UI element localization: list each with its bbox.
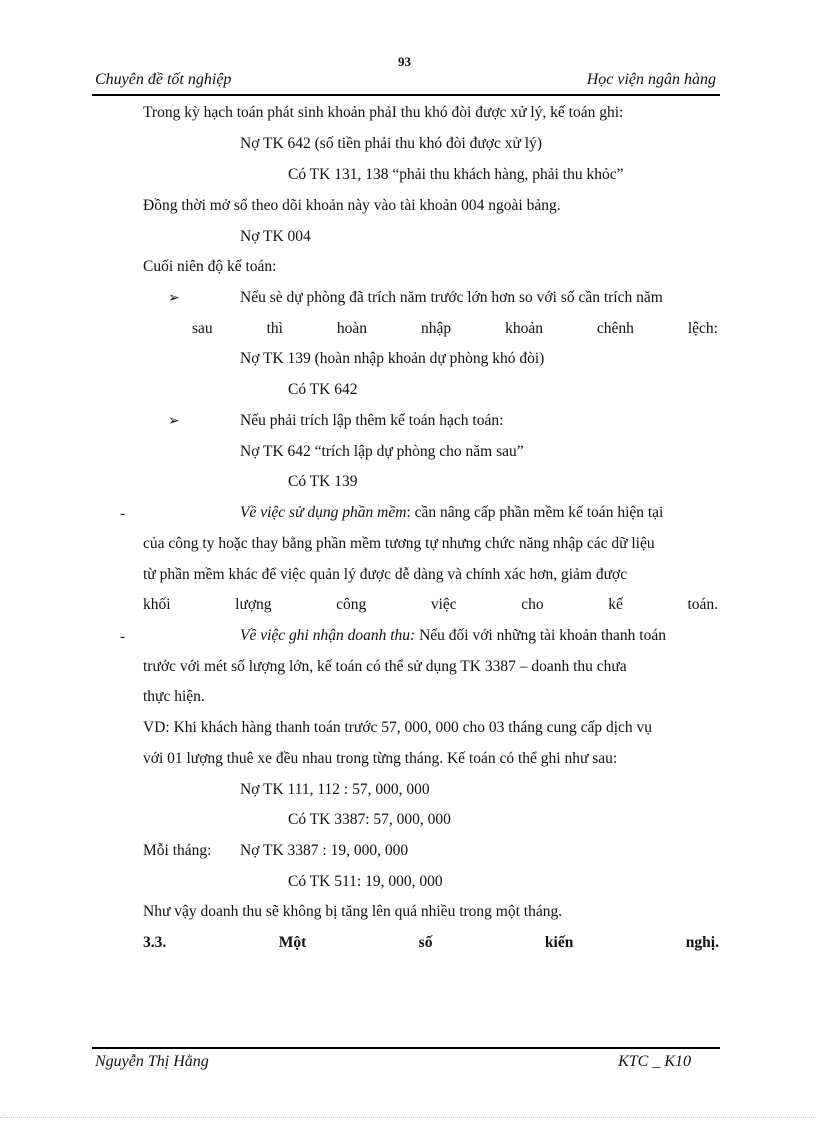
text-line: Nếu phải trích lập thêm kế toán hạch toán: bbox=[240, 412, 504, 429]
word: lượng bbox=[235, 596, 272, 613]
dash-bullet: - bbox=[120, 505, 126, 522]
word: cho bbox=[521, 596, 544, 613]
footer-author: Nguyễn Thị Hằng bbox=[95, 1053, 209, 1070]
footer-class: KTC _ K10 bbox=[618, 1053, 691, 1070]
text-line bbox=[240, 627, 666, 645]
paragraph-title: Về việc sử dụng phần mềm bbox=[240, 504, 407, 521]
page-number: 93 bbox=[398, 54, 411, 69]
entry-label: Mỗi tháng: bbox=[143, 842, 212, 859]
word: hoàn bbox=[336, 320, 368, 337]
journal-entry: Nợ TK 111, 112 : 57, 000, 000 bbox=[240, 781, 430, 798]
paragraph-text: Nếu đối với những tài khoản thanh toán bbox=[415, 627, 666, 644]
header-rule bbox=[92, 94, 720, 96]
text-line: Trong kỳ hạch toán phát sinh khoản phảI thu khó đòi được xử lý, kế toán ghi: bbox=[143, 104, 624, 121]
word: thì bbox=[266, 320, 283, 337]
journal-entry: Nợ TK 642 “trích lập dự phòng cho năm sau” bbox=[240, 443, 524, 460]
header-right-title: Học viện ngân hàng bbox=[586, 71, 716, 88]
word: chênh bbox=[596, 320, 634, 337]
word: kế bbox=[608, 596, 623, 613]
word: lệch: bbox=[687, 320, 718, 337]
journal-entry: Có TK 3387: 57, 000, 000 bbox=[288, 811, 451, 828]
page-edge-dotted-line bbox=[0, 1117, 816, 1118]
text-line: Nếu sè dự phòng đã trích năm trước lớn hơn so với số cần trích năm bbox=[240, 289, 663, 306]
word: công bbox=[336, 596, 367, 613]
text-line: VD: Khi khách hàng thanh toán trước 57, 000, 000 cho 03 tháng cung cấp dịch vụ bbox=[143, 719, 653, 736]
journal-entry: Nợ TK 642 (số tiền phải thu khó đòi được xử lý) bbox=[240, 135, 542, 152]
arrow-bullet-icon: ➢ bbox=[168, 414, 180, 429]
word: khoản bbox=[505, 320, 543, 337]
journal-entry: Nợ TK 139 (hoàn nhập khoản dự phòng khó đòi) bbox=[240, 350, 545, 367]
text-line: Cuối niên độ kế toán: bbox=[143, 258, 277, 275]
text-line: trước với mét số lượng lớn, kế toán có thể sử dụng TK 3387 – doanh thu chưa bbox=[143, 658, 627, 675]
text-line bbox=[240, 504, 663, 522]
journal-entry: Nợ TK 3387 : 19, 000, 000 bbox=[240, 842, 409, 859]
word: kiến bbox=[544, 934, 574, 951]
word: 3.3. bbox=[143, 934, 167, 951]
paragraph-title: Về việc ghi nhận doanh thu: bbox=[240, 627, 416, 644]
journal-entry: Có TK 642 bbox=[288, 381, 358, 398]
section-heading bbox=[143, 934, 719, 952]
dash-bullet: - bbox=[120, 628, 126, 645]
word: khối bbox=[143, 596, 171, 613]
journal-entry: Có TK 511: 19, 000, 000 bbox=[288, 873, 443, 890]
journal-entry: Nợ TK 004 bbox=[240, 228, 311, 245]
text-line: của công ty hoặc thay bằng phần mềm tương tự nhưng chức năng nhập các dữ liệu bbox=[143, 535, 655, 552]
journal-entry: Có TK 131, 138 “phải thu khách hàng, phải thu khỏc” bbox=[288, 166, 624, 183]
text-line: từ phần mềm khác để việc quản lý được dễ dàng và chính xác hơn, giảm được bbox=[143, 566, 628, 583]
word: sau bbox=[192, 320, 213, 337]
word: việc bbox=[430, 596, 457, 613]
word: toán. bbox=[687, 596, 718, 613]
footer-rule bbox=[92, 1047, 720, 1049]
text-line: thực hiện. bbox=[143, 688, 205, 705]
word: Một bbox=[278, 934, 307, 951]
word: nghị. bbox=[685, 934, 719, 951]
arrow-bullet-icon: ➢ bbox=[168, 291, 180, 306]
paragraph-text: : cần nâng cấp phần mềm kế toán hiện tại bbox=[406, 504, 664, 521]
justified-line bbox=[192, 320, 718, 338]
text-line: với 01 lượng thuê xe đều nhau trong từng tháng. Kế toán có thể ghi như sau: bbox=[143, 750, 618, 767]
journal-entry: Có TK 139 bbox=[288, 473, 358, 490]
text-line: Như vậy doanh thu sẽ không bị tăng lên quá nhiều trong một tháng. bbox=[143, 903, 563, 920]
text-line: Đồng thời mở sổ theo dõi khoản này vào tài khoản 004 ngoài bảng. bbox=[143, 197, 561, 214]
header-left-title: Chuyên đề tốt nghiệp bbox=[95, 71, 232, 88]
word: số bbox=[418, 934, 433, 951]
word: nhập bbox=[421, 320, 452, 337]
justified-line bbox=[143, 596, 718, 614]
